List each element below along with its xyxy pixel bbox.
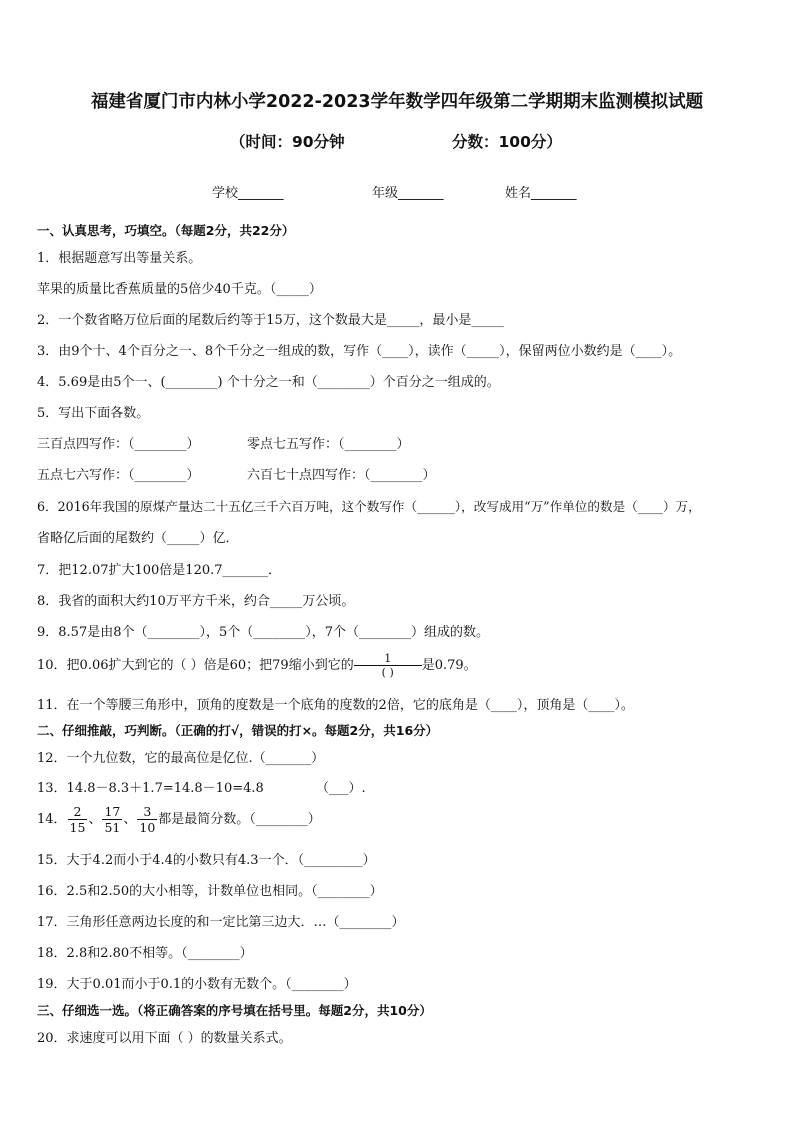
question-13-answer: （___）.	[316, 781, 366, 796]
fraction-numerator: 3	[137, 804, 157, 820]
question-16: 16．2.5和2.50的大小相等，计数单位也相同。（________）	[37, 884, 383, 899]
fraction-numerator: 17	[104, 804, 121, 819]
question-5-item-a2: 零点七五写作：（________）	[247, 437, 410, 452]
question-18: 18．2.8和2.80不相等。（________）	[37, 946, 253, 961]
question-7: 7．把12.07扩大100倍是120.7_______．	[37, 563, 282, 578]
fraction-numerator: 2	[68, 804, 88, 820]
question-15: 15．大于4.2而小于4.4的小数只有4.3一个．（_________）	[37, 853, 376, 868]
exam-title: 福建省厦门市内林小学2022-2023学年数学四年级第二学期期末监测模拟试题	[90, 92, 704, 112]
question-10	[37, 652, 477, 679]
question-5-item-b1: 五点七六写作：（________）	[37, 468, 200, 483]
fraction-denominator: 51	[104, 820, 121, 835]
question-10-text-b: 是0.79。	[421, 658, 477, 673]
question-10-text-a: 10．把0.06扩大到它的（ ）倍是60；把79缩小到它的	[37, 658, 354, 673]
question-13: 13．14.8－8.3＋1.7=14.8－10=4.8	[37, 781, 264, 796]
question-20: 20．求速度可以用下面（ ）的数量关系式。	[37, 1031, 292, 1046]
question-5-item-b2: 六百七十点四写作：（________）	[247, 468, 436, 483]
question-2: 2．一个数省略万位后面的尾数后约等于15万，这个数最大是_____，最小是_____	[37, 313, 504, 328]
name-field[interactable]: 姓名_______	[505, 186, 577, 201]
fraction-denominator: 10	[139, 820, 156, 835]
fraction-2-15	[68, 804, 88, 835]
grade-field[interactable]: 年级_______	[372, 186, 444, 201]
fraction-denominator: ( )	[381, 666, 394, 679]
exam-score: 分数：100分）	[452, 133, 562, 151]
question-19: 19．大于0.01而小于0.1的小数有无数个。（________）	[37, 977, 357, 992]
question-1: 1．根据题意写出等量关系。	[37, 251, 202, 266]
question-11: 11．在一个等腰三角形中，顶角的度数是一个底角的度数的2倍，它的底角是（____），顶角是（____）。	[37, 698, 634, 713]
section-2-heading: 二、仔细推敲，巧判断。（正确的打√，错误的打×。每题2分，共16分）	[37, 723, 439, 738]
question-6-continued: 省略亿后面的尾数约（_____）亿．	[37, 531, 239, 546]
question-10-fraction	[354, 652, 422, 679]
question-9: 9．8.57是由8个（________），5个（________），7个（________）组成的数。	[37, 625, 490, 640]
section-3-heading: 三、仔细选一选。（将正确答案的序号填在括号里。每题2分，共10分）	[37, 1003, 432, 1018]
question-14-label: 14．	[37, 812, 67, 827]
section-1-heading: 一、认真思考，巧填空。（每题2分，共22分）	[37, 223, 295, 238]
question-6: 6．2016年我国的原煤产量达二十五亿三千六百万吨，这个数写作（______），改写成用“万”作单位的数是（____）万，	[37, 499, 701, 514]
question-3: 3．由9个十、4个百分之一、8个千分之一组成的数，写作（____），读作（_____），保留两位小数约是（____）。	[37, 344, 682, 359]
fraction-17-51	[102, 804, 122, 835]
question-4: 4．5.69是由5个一、(________) 个十分之一和（________）个百分之一组成的。	[37, 375, 500, 390]
question-5: 5．写出下面各数。	[37, 406, 150, 421]
fraction-denominator: 15	[69, 820, 86, 835]
fraction-3-10	[137, 804, 157, 835]
separator: 、	[88, 812, 102, 827]
school-field[interactable]: 学校_______	[212, 186, 284, 201]
question-17: 17．三角形任意两边长度的和一定比第三边大．…（________）	[37, 915, 405, 930]
question-1-detail: 苹果的质量比香蕉质量的5倍少40千克。（_____）	[37, 282, 322, 297]
question-14-text: 都是最简分数。（________）	[158, 812, 321, 827]
question-12: 12．一个九位数，它的最高位是亿位.（_______）	[37, 751, 325, 766]
question-5-item-a1: 三百点四写作：（________）	[37, 437, 200, 452]
exam-time: （时间：90分钟	[230, 133, 345, 151]
separator: 、	[123, 812, 137, 827]
question-8: 8．我省的面积大约10万平方千米，约合_____万公顷。	[37, 594, 355, 609]
question-14	[37, 804, 321, 835]
fraction-numerator: 1	[354, 652, 422, 666]
